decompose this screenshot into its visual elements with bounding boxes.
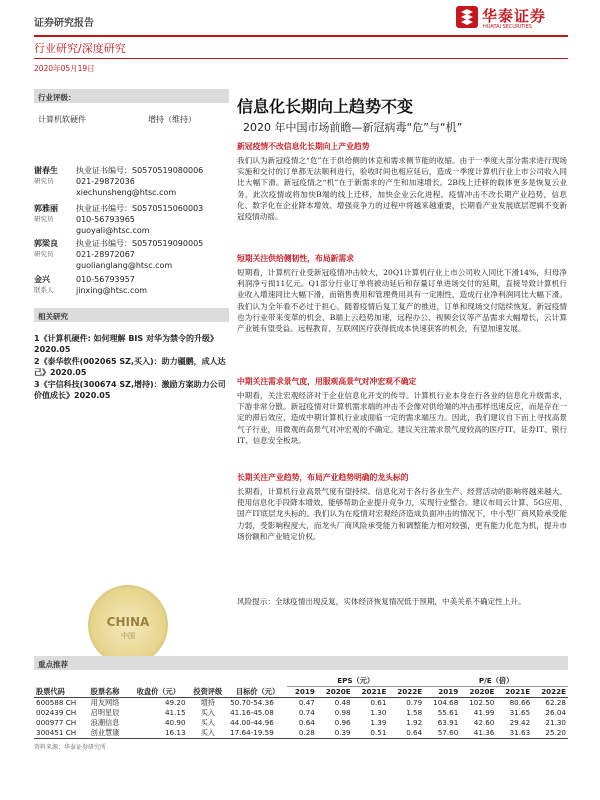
- cell-eps: 0.98: [334, 708, 351, 717]
- analyst-name: 郭梁良: [34, 239, 58, 248]
- col-header: 2022E: [541, 687, 566, 697]
- analyst-card: [34, 238, 229, 274]
- stamp-subtext: 中国: [121, 632, 135, 640]
- eps-group-header: EPS（元）: [287, 676, 424, 687]
- cell-target: 50.70-54.36: [230, 698, 274, 707]
- cell-eps: 0.51: [370, 728, 387, 737]
- table-row: [34, 718, 568, 728]
- cell-pe: 41.36: [473, 728, 495, 737]
- cell-pe: 31.63: [509, 728, 531, 737]
- col-header: 目标价（元）: [236, 686, 280, 696]
- cell-pe: 80.66: [509, 698, 531, 707]
- cell-pe: 29.42: [509, 718, 531, 727]
- analyst-name: 郭雅丽: [34, 204, 58, 213]
- col-header: 股票代码: [36, 686, 65, 696]
- section-heading: 新冠疫情不改信息化长期向上产业趋势: [237, 142, 370, 151]
- section-heading: 短期关注供给侧韧性，布局新需求: [237, 254, 354, 263]
- cell-name: 用友网络: [90, 697, 120, 707]
- stamp-text: CHINA: [106, 615, 150, 629]
- col-header: 2019: [294, 687, 315, 697]
- col-header: 2020E: [325, 687, 351, 697]
- analyst-name: 金兴: [34, 275, 50, 284]
- analyst-email[interactable]: guoyali@htsc.com: [76, 226, 150, 235]
- col-header: 2020E: [469, 687, 495, 697]
- logo-text: 华泰证券: [482, 7, 547, 25]
- table-row: [34, 728, 568, 739]
- section-heading: 长期关注产业趋势，布局产业趋势明确的龙头标的: [237, 473, 409, 482]
- section-3: [237, 376, 567, 446]
- cell-pe: 104.68: [433, 698, 459, 707]
- cell-rating: 买入: [200, 707, 215, 717]
- cell-eps: 0.28: [298, 728, 315, 737]
- cell-pe: 63.91: [437, 718, 459, 727]
- cell-price: 41.15: [164, 708, 186, 717]
- cell-code: 002439 CH: [36, 708, 77, 717]
- cell-eps: 0.64: [298, 718, 315, 727]
- cell-rating: 买入: [200, 727, 215, 737]
- cell-eps: 0.48: [334, 698, 351, 707]
- report-type: 证券研究报告: [34, 18, 94, 29]
- cell-eps: 0.74: [298, 708, 315, 717]
- cell-code: 300451 CH: [36, 728, 77, 737]
- cell-eps: 0.96: [334, 718, 351, 727]
- table-row: [34, 697, 568, 708]
- cell-eps: 1.30: [370, 708, 387, 717]
- company-logo: [456, 4, 568, 34]
- col-header: 股票名称: [90, 686, 120, 696]
- related-item[interactable]: 1《计算机硬件: 如何理解 BIS 对华为禁令的升级》2020.05: [34, 334, 218, 354]
- rating-industry: 计算机软硬件: [38, 115, 86, 124]
- section-body: 短期看，计算机行业受新冠疫情冲击较大，20Q1计算机行业上市公司收入同比下滑14%，归母净利润净亏损11亿元。Q1部分行业订单将被动延后和存量订单进场交付的延期，直接导致计算机行业收入增速同比大幅下滑，而销售费用和管理费用具有一定刚性，造成行业净利润同比大幅下滑。我们认为全年看不必过于担心，随着疫情后复工复产的推进，订单和现场交付陆续恢复。新冠疫情也为行业带来变革的机会，B端上云趋势加速，远程办公、视频会议等产品需求大幅增长，云计算产业链有望受益。远程教育、互联网医疗获得低成本快速获客的机会，有望加速发展。: [237, 268, 567, 334]
- cell-eps: 0.61: [370, 698, 387, 707]
- analyst-role: 研究员: [34, 177, 54, 185]
- recommend-table: [34, 676, 568, 751]
- china-stamp: [88, 585, 168, 665]
- risk-warning: 风险提示：全球疫情出现反复，实体经济恢复情况低于预期，中美关系不确定性上升。: [237, 597, 526, 606]
- cell-pe: 62.28: [545, 698, 566, 707]
- analyst-role: 联系人: [34, 286, 54, 294]
- analyst-card: [34, 165, 229, 203]
- cell-eps: 0.47: [298, 698, 315, 707]
- report-category: 行业研究/深度研究: [34, 42, 126, 55]
- cell-pe: 26.04: [545, 708, 566, 717]
- table-title: 重点推荐: [38, 660, 68, 669]
- analyst-email[interactable]: jinxing@htsc.com: [76, 286, 148, 295]
- page-subtitle: 2020 年中国市场前瞻—新冠病毒“危”与“机”: [243, 121, 463, 134]
- analyst-license: 执业证书编号：S0570519090005: [76, 239, 204, 248]
- section-body: 我们认为新冠疫情之“危”在于供给侧的休克和需求侧节能的收缩。由于一季度大部分需求进行现场实施和交付的订单都无法顺利进行，验收时间也相应延后，造成一季度计算机行业上市公司收入同比大幅下滑。新冠疫情之“机”在于新需求的产生和加速增长。2B线上迁移的载体更多是恢复云业务，此次疫情或将加快B端的线上迁移，加快企业云化进程。疫情冲击不改长期产业趋势，信息化、数字化在企业降本增效、增强竞争力的过程中将越来越重要，长期看产业发展底层逻辑不变新冠疫情动摇。: [237, 156, 567, 222]
- page-title: 信息化长期向上趋势不变: [237, 97, 414, 116]
- cell-price: 40.90: [164, 718, 186, 727]
- rating-value: 增持（维持）: [148, 115, 196, 124]
- analyst-phone: 010-56793965: [76, 215, 135, 224]
- related-item[interactable]: 3《宇信科技(300674 SZ,增持)：激励方案助力公司价值成长》2020.05: [34, 380, 226, 400]
- cell-rating: 增持: [200, 697, 215, 707]
- section-body: 中期看，关注宏观经济对于企业信息化开支的传导。计算机行业本身在行各业的信息化升级需求，下游非常分散。新冠疫情对计算机需求端的冲击不会像对供给端的冲击那样迅速反应，而是存在一定的滞后效应，造成中期计算机行业或面临一定的需求端压力。因此，我们建议自下而上寻找高景气子行业，用微观的高景气对冲宏观的不确定。建议关注需求景气度较高的医疗IT、证券IT、银行IT、信息安全板块。: [237, 391, 567, 445]
- cell-pe: 25.20: [545, 728, 566, 737]
- col-header: 2021E: [361, 687, 387, 697]
- cell-rating: 买入: [200, 717, 215, 727]
- cell-code: 600588 CH: [36, 698, 77, 707]
- table-group-row: [34, 676, 568, 687]
- cell-price: 16.13: [164, 728, 186, 737]
- col-header: 2021E: [505, 687, 531, 697]
- col-header: 投资评级: [193, 686, 223, 696]
- analyst-license: 执业证书编号：S0570515060003: [76, 204, 204, 213]
- cell-pe: 55.61: [437, 708, 459, 717]
- section-heading: 中期关注需求景气度，用服观高景气对冲宏观不确定: [237, 377, 417, 386]
- analyst-list: [34, 165, 229, 300]
- cell-eps: 1.58: [406, 708, 423, 717]
- cell-pe: 102.50: [469, 698, 495, 707]
- analyst-phone: 010-56793957: [76, 275, 135, 284]
- table-header-row: [34, 687, 568, 698]
- related-item[interactable]: 2《泰华软件(002065 SZ,买入)：助力疆鹏，成人达己》2020.05: [34, 357, 226, 377]
- rating-label: 行业评级：: [38, 93, 76, 102]
- cell-eps: 0.39: [334, 728, 351, 737]
- analyst-role: 研究员: [34, 215, 54, 223]
- related-label: 相关研究: [38, 312, 68, 321]
- section-1: [237, 141, 567, 222]
- analyst-card: [34, 274, 229, 300]
- analyst-role: 研究员: [34, 250, 54, 258]
- cell-pe: 31.65: [509, 708, 531, 717]
- analyst-phone: 021-28972067: [76, 250, 135, 259]
- pe-group-header: P/E（倍）: [424, 676, 568, 687]
- analyst-phone: 021-29872036: [76, 177, 135, 186]
- analyst-name: 谢春生: [34, 166, 58, 175]
- analyst-email[interactable]: xiechunsheng@htsc.com: [76, 188, 177, 197]
- cell-pe: 41.99: [473, 708, 495, 717]
- section-body: 长期看，计算机行业高景气度有望持续。信息化对于各行各业生产、经营活动的影响将越来越大。使用信息化手段降本增效，能够帮助企业提升竞争力，实现行业整合。建议布局云计算、5G应用、国产IT底层龙头标的。我们认为在疫情对宏观经济造成负面冲击的情况下，中小型厂商风险承受能力弱，受影响程度大，而龙头厂商风险承受能力和调整能力相对较强，更有能力化危为机，提升市场份额和产业链定价权。: [237, 487, 567, 541]
- cell-price: 49.20: [164, 698, 186, 707]
- cell-eps: 0.64: [406, 728, 423, 737]
- section-4: [237, 472, 567, 542]
- cell-target: 41.16-45.08: [230, 708, 274, 717]
- related-list: [34, 333, 229, 401]
- category-rule: [34, 58, 568, 59]
- analyst-card: [34, 203, 229, 238]
- cell-pe: 21.30: [545, 718, 566, 727]
- col-header: 2022E: [397, 687, 423, 697]
- logo-subtext: HUATAI SECURITIES: [483, 24, 532, 30]
- cell-pe: 57.60: [437, 728, 459, 737]
- logo-mark-icon: [456, 6, 478, 28]
- cell-name: 创业慧康: [90, 727, 120, 737]
- cell-eps: 1.92: [406, 718, 423, 727]
- cell-target: 17.64-19.59: [230, 728, 274, 737]
- table-title-bar: [34, 656, 568, 670]
- col-header: 2019: [438, 687, 459, 697]
- table-source: 资料来源：华泰证券研究所: [34, 743, 107, 751]
- cell-target: 44.00-44.96: [230, 718, 274, 727]
- cell-name: 浪潮信息: [90, 717, 120, 727]
- analyst-license: 执业证书编号：S0570519080006: [76, 166, 204, 175]
- section-2: [237, 253, 567, 334]
- col-header: 收盘价（元）: [136, 686, 180, 696]
- analyst-email[interactable]: guolianglang@htsc.com: [76, 261, 173, 270]
- cell-pe: 42.60: [473, 718, 495, 727]
- cell-eps: 0.79: [406, 698, 423, 707]
- top-rule: [34, 35, 568, 37]
- cell-eps: 1.39: [370, 718, 387, 727]
- cell-name: 启明星辰: [90, 707, 120, 717]
- table-row: [34, 708, 568, 718]
- cell-code: 000977 CH: [36, 718, 77, 727]
- report-date: 2020年05月19日: [34, 64, 95, 73]
